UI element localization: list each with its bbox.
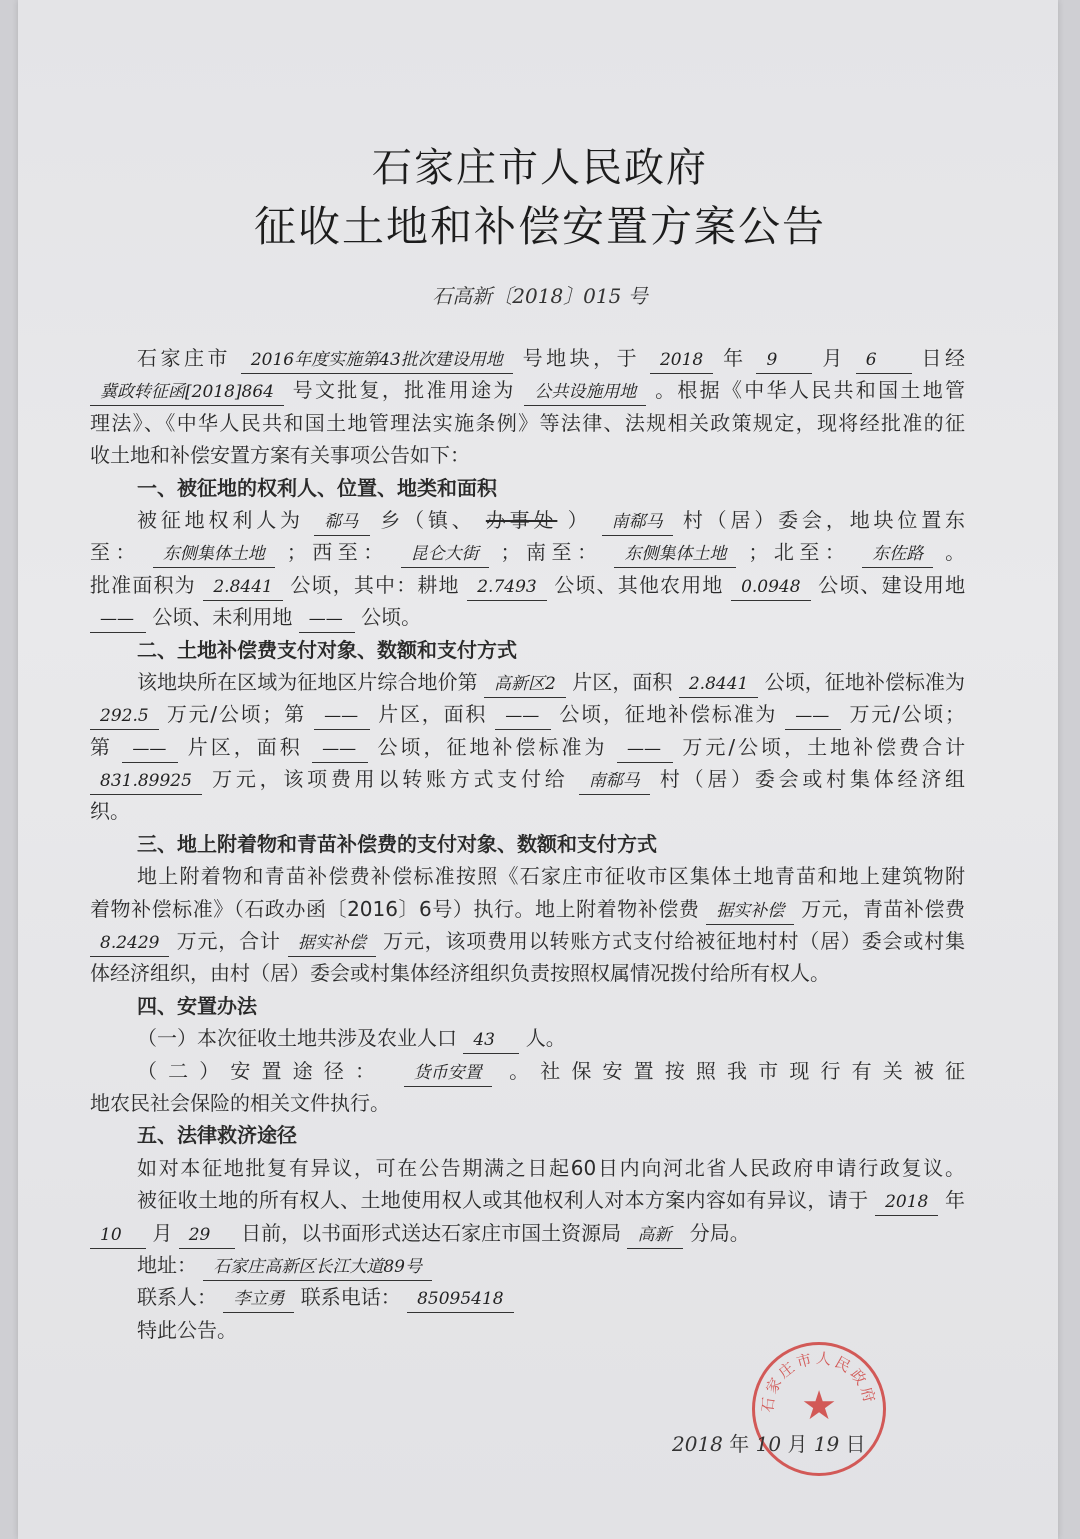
printed-text: （一）本次征收土地共涉及农业人口	[137, 1026, 457, 1051]
handwritten-fill: 8.2429	[90, 930, 169, 957]
printed-text: 如对本征地批复有异议，可在公告期满之日起60日内向河北省人民政府申请行政复议。	[137, 1155, 965, 1180]
text-line	[90, 407, 965, 439]
printed-text: 五、法律救济途径	[137, 1123, 297, 1148]
handwritten-fill: ——	[314, 703, 370, 730]
handwritten-fill: ——	[122, 736, 178, 763]
printed-text: 公顷、其他农用地	[554, 572, 724, 597]
printed-text: 年	[945, 1188, 965, 1213]
printed-text: 公顷，其中：耕地	[290, 572, 460, 597]
handwritten-fill: 2.7493	[467, 574, 546, 601]
text-line	[90, 1314, 965, 1346]
date-year: 2018	[672, 1432, 723, 1456]
handwritten-fill: 85095418	[407, 1286, 514, 1313]
handwritten-fill: ——	[785, 703, 841, 730]
handwritten-fill: 冀政转征函[2018]864	[90, 379, 284, 406]
notice-body	[90, 342, 965, 1346]
text-line	[90, 666, 965, 698]
printed-text: 联系电话：	[300, 1285, 401, 1310]
text-line	[90, 374, 965, 406]
printed-text: 日前，以书面形式送达石家庄市国土资源局	[241, 1220, 622, 1245]
handwritten-fill: 公共设施用地	[524, 379, 646, 406]
handwritten-fill: 据实补偿	[706, 898, 794, 925]
text-line	[90, 1281, 965, 1313]
handwritten-fill: 郗马	[314, 509, 370, 536]
printed-text: 特此公告。	[137, 1317, 237, 1342]
date-day-label: 日	[845, 1432, 866, 1456]
document-number: 石高新〔2018〕015 号	[432, 284, 648, 308]
section-heading	[90, 828, 965, 860]
section-heading	[90, 472, 965, 504]
text-line	[90, 601, 965, 633]
handwritten-fill: 昆仑大街	[401, 541, 489, 568]
handwritten-fill: 2016年度实施第43批次建设用地	[241, 347, 513, 374]
printed-text: 一、被征地的权利人、位置、地类和面积	[137, 475, 497, 500]
printed-text: 日经	[921, 346, 965, 370]
title-line-2: 征收土地和补偿安置方案公告	[253, 202, 826, 251]
handwritten-fill: 东佐路	[862, 541, 933, 568]
printed-text: 片区，面积	[378, 702, 488, 727]
handwritten-fill: 货币安置	[404, 1060, 492, 1087]
handwritten-fill: 29	[179, 1222, 235, 1249]
printed-text: 公顷、未利用地	[152, 605, 293, 630]
printed-text: 万元，合计	[176, 929, 281, 954]
date-month-label: 月	[787, 1432, 808, 1456]
handwritten-fill: 6	[856, 347, 912, 374]
handwritten-fill: 2.8441	[679, 671, 758, 698]
text-line	[90, 763, 965, 795]
printed-text: 村（居）委会，地块位置东	[682, 507, 965, 532]
printed-text: 村（居）委会或村集体经济组	[659, 767, 965, 792]
printed-text: 四、安置办法	[137, 993, 257, 1018]
text-line	[90, 925, 965, 957]
printed-text: 片区，面积	[572, 669, 673, 694]
text-line	[90, 439, 965, 471]
handwritten-fill: ——	[312, 736, 368, 763]
text-line	[90, 893, 965, 925]
handwritten-fill: 0.0948	[731, 574, 810, 601]
printed-text: 公顷。	[361, 605, 422, 630]
printed-text: 万元/公顷；第	[166, 702, 306, 727]
text-line	[90, 731, 965, 763]
printed-text: 万元，该项费用以转账方式支付给	[212, 767, 569, 792]
printed-text: 公顷，征地补偿标准为	[559, 702, 778, 727]
printed-text: 人。	[525, 1026, 566, 1051]
handwritten-fill: 南郗马	[602, 509, 673, 536]
printed-text: 。	[945, 540, 965, 565]
handwritten-fill: ——	[299, 606, 355, 633]
seal-text: 石家庄市人民政府	[758, 1348, 880, 1414]
printed-text: 收土地和补偿安置方案有关事项公告如下：	[90, 443, 470, 468]
printed-text: 公顷，征地补偿标准为	[377, 734, 608, 759]
printed-text: 该地块所在区域为征地区片综合地价第	[137, 669, 478, 694]
printed-text: 。根据《中华人民共和国土地管	[655, 378, 965, 403]
printed-text: 被征地权利人为	[137, 507, 304, 532]
printed-text: 至：	[90, 540, 142, 565]
handwritten-fill: 292.5	[90, 703, 159, 730]
printed-text: 。社保安置按照我市现行有关被征	[509, 1058, 965, 1083]
printed-text: ）	[567, 507, 592, 532]
handwritten-fill: 2018	[650, 347, 713, 374]
printed-text: 号地块，于	[522, 346, 641, 370]
text-line	[90, 1249, 965, 1281]
text-line	[90, 569, 965, 601]
handwritten-fill: 831.89925	[90, 768, 202, 795]
printed-text: ；北至：	[748, 540, 851, 565]
section-heading	[90, 990, 965, 1022]
printed-text: 地址：	[137, 1252, 197, 1277]
date-day: 19	[813, 1432, 840, 1456]
text-line	[90, 536, 965, 568]
text-line	[90, 342, 965, 374]
section-heading	[90, 1119, 965, 1151]
printed-text: 万元/公顷；	[849, 702, 965, 727]
handwritten-fill: 2.8441	[203, 574, 282, 601]
printed-text: 三、地上附着物和青苗补偿费的支付对象、数额和支付方式	[137, 831, 657, 856]
printed-text: 号文批复，批准用途为	[292, 378, 516, 403]
printed-text: 理法》、《中华人民共和国土地管理法实施条例》等法律、法规相关政策规定，现将经批准的征	[90, 410, 965, 435]
handwritten-fill: 东侧集体土地	[153, 541, 275, 568]
handwritten-fill: 高新	[627, 1222, 683, 1249]
printed-text: ；西至：	[286, 540, 389, 565]
printed-text: 第	[90, 734, 114, 759]
printed-text: 乡（镇、	[380, 507, 476, 532]
printed-text: 万元/公顷，土地补偿费合计	[682, 734, 965, 759]
text-line	[90, 795, 965, 827]
printed-text: 二、土地补偿费支付对象、数额和支付方式	[137, 637, 517, 662]
printed-text: 体经济组织，由村（居）委会或村集体经济组织负责按照权属情况拨付给所有权人。	[90, 961, 830, 986]
date-month: 10	[755, 1432, 782, 1456]
printed-text: 万元，青苗补偿费	[801, 896, 965, 921]
printed-text: 联系人：	[137, 1285, 217, 1310]
printed-text: 月	[152, 1220, 173, 1245]
handwritten-fill: 李立勇	[223, 1286, 294, 1313]
printed-text: 织。	[90, 799, 130, 824]
text-line	[90, 1152, 965, 1184]
handwritten-fill: 东侧集体土地	[614, 541, 736, 568]
struck-text: 办事处	[485, 507, 558, 532]
text-line	[90, 860, 965, 892]
printed-text: 月	[822, 346, 846, 370]
printed-text: 年	[723, 346, 747, 370]
printed-text: 被征收土地的所有权人、土地使用权人或其他权利人对本方案内容如有异议，请于	[137, 1188, 869, 1213]
handwritten-fill: 9	[756, 347, 812, 374]
handwritten-fill: ——	[617, 736, 673, 763]
printed-text: 分局。	[689, 1220, 750, 1245]
text-line	[90, 698, 965, 730]
printed-text: 地农民社会保险的相关文件执行。	[90, 1090, 390, 1115]
national-emblem-icon: ★	[801, 1383, 837, 1429]
text-line	[90, 1087, 965, 1119]
printed-text: 片区，面积	[187, 734, 303, 759]
printed-text: ；南至：	[500, 540, 603, 565]
printed-text: 批准面积为	[90, 572, 196, 597]
text-line	[90, 1217, 965, 1249]
handwritten-fill: 2018	[875, 1189, 938, 1216]
handwritten-fill: 10	[90, 1222, 146, 1249]
printed-text: 石家庄市	[137, 346, 231, 370]
handwritten-fill: ——	[495, 703, 551, 730]
title-line-1: 石家庄市人民政府	[372, 145, 708, 191]
printed-text: 着物补偿标准》（石政办函〔2016〕6号）执行。地上附着物补偿费	[90, 896, 700, 921]
signature-date	[672, 1428, 866, 1457]
handwritten-fill: 石家庄高新区长江大道89号	[203, 1254, 432, 1281]
printed-text: 公顷、建设用地	[818, 572, 965, 597]
text-line	[90, 1055, 965, 1087]
handwritten-fill: 43	[463, 1027, 519, 1054]
handwritten-fill: ——	[90, 606, 146, 633]
section-heading	[90, 634, 965, 666]
text-line	[90, 957, 965, 989]
text-line	[90, 1022, 965, 1054]
text-line	[90, 504, 965, 536]
date-year-label: 年	[729, 1432, 750, 1456]
handwritten-fill: 据实补偿	[288, 930, 376, 957]
printed-text: 公顷，征地补偿标准为	[764, 669, 965, 694]
text-line	[90, 1184, 965, 1216]
printed-text: 万元，该项费用以转账方式支付给被征地村村（居）委会或村集	[383, 929, 965, 954]
printed-text: （二）安置途径：	[137, 1058, 387, 1083]
handwritten-fill: 高新区2	[484, 671, 566, 698]
printed-text: 地上附着物和青苗补偿费补偿标准按照《石家庄市征收市区集体土地青苗和地上建筑物附	[137, 864, 965, 889]
handwritten-fill: 南郗马	[579, 768, 650, 795]
